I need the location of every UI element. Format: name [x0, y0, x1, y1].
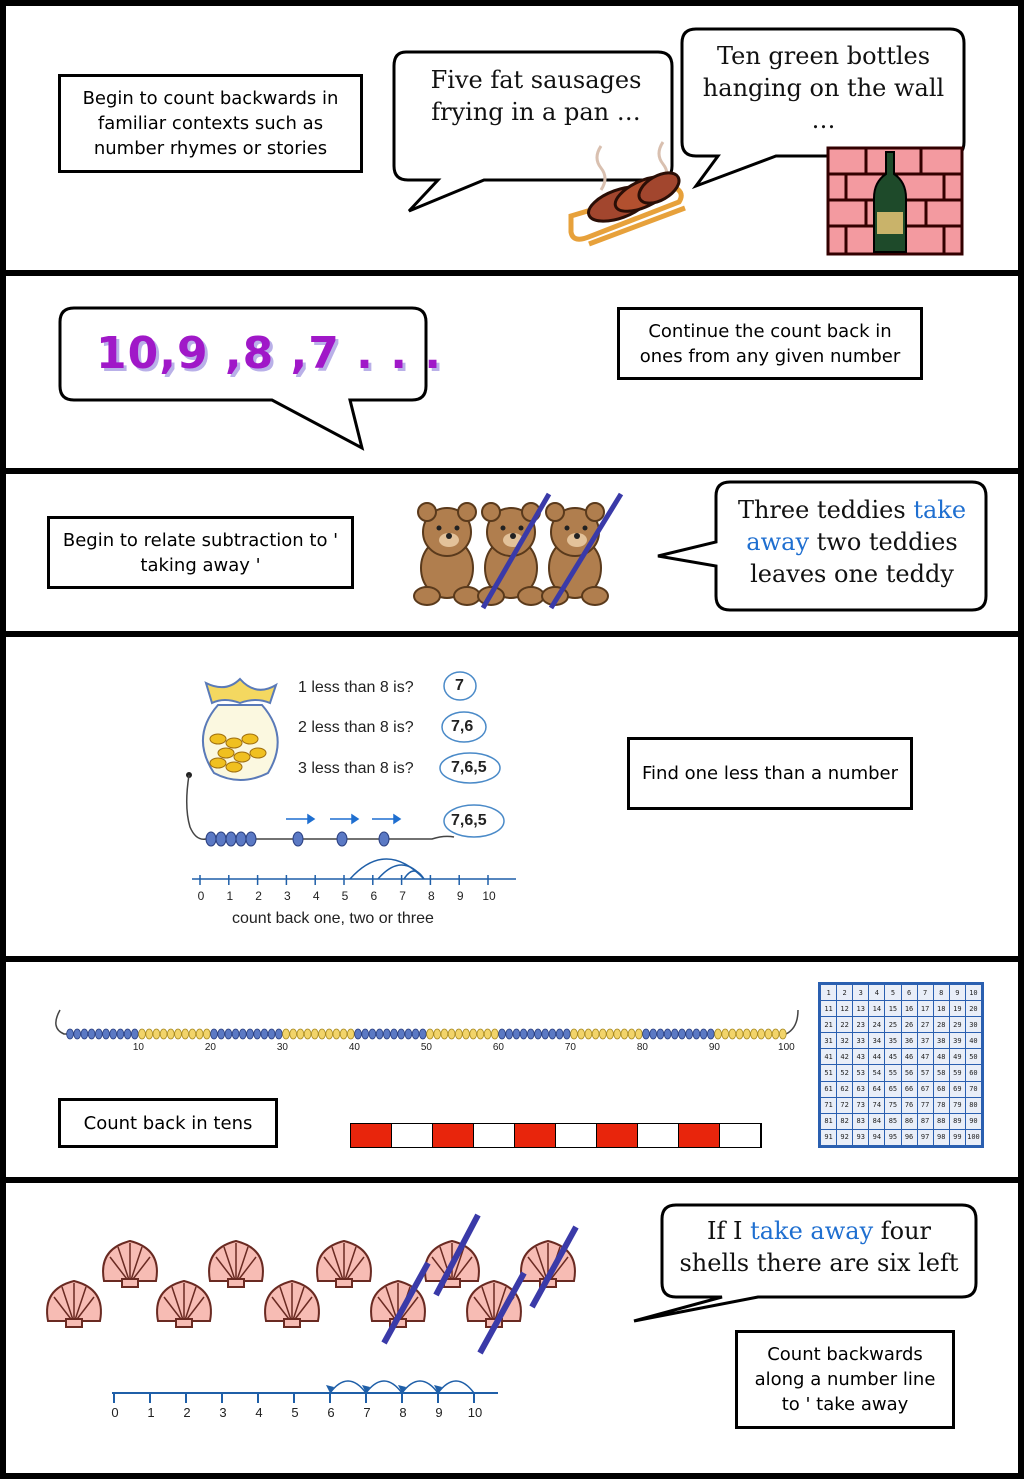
tick-label: 0 — [111, 1405, 119, 1420]
hundred-square-cell: 5 — [885, 985, 900, 1000]
tick-label: 8 — [399, 1405, 407, 1420]
bead — [311, 1029, 318, 1039]
hundred-square-cell: 12 — [837, 1001, 852, 1016]
bead — [571, 1029, 578, 1039]
hundred-square-cell: 44 — [869, 1049, 884, 1064]
sausages-pan-illustration — [561, 136, 696, 266]
bead — [326, 1029, 333, 1039]
bead — [261, 1029, 268, 1039]
bead — [196, 1029, 203, 1039]
tick-label: 1 — [226, 889, 234, 903]
hundred-square-cell: 59 — [950, 1065, 965, 1080]
hundred-square-cell: 27 — [918, 1017, 933, 1032]
hundred-square-cell: 90 — [966, 1114, 981, 1129]
bead — [506, 1029, 513, 1039]
bead — [671, 1029, 678, 1039]
bubble-shells-pre: If I — [706, 1217, 751, 1245]
track-segment — [515, 1124, 556, 1147]
number-line-caption: count back one, two or three — [232, 910, 434, 927]
tick-label: 10 — [467, 1405, 483, 1420]
hundred-square-cell: 30 — [966, 1017, 981, 1032]
bead-label: 100 — [778, 1042, 795, 1053]
track-segment — [638, 1124, 679, 1147]
bead — [304, 1029, 311, 1039]
hundred-square-cell: 81 — [821, 1114, 836, 1129]
bead — [758, 1029, 765, 1039]
panel-count-back-ones — [6, 276, 1018, 468]
question-row-2: 2 less than 8 is? — [298, 719, 414, 736]
tick-label: 3 — [219, 1405, 227, 1420]
panel-count-backwards-rhymes — [6, 6, 1018, 270]
bead — [139, 1029, 146, 1039]
bead — [607, 1029, 614, 1039]
hundred-square-cell: 60 — [966, 1065, 981, 1080]
hundred-square-cell: 47 — [918, 1049, 933, 1064]
brick-wall-bottle-illustration — [826, 146, 966, 258]
bead — [657, 1029, 664, 1039]
hundred-square-cell: 54 — [869, 1065, 884, 1080]
hundred-square-cell: 23 — [853, 1017, 868, 1032]
bead — [340, 1029, 347, 1039]
hundred-square-cell: 99 — [950, 1130, 965, 1145]
track-segment — [556, 1124, 597, 1147]
hundred-square-cell: 55 — [885, 1065, 900, 1080]
hundred-square-cell: 82 — [837, 1114, 852, 1129]
hundred-square-cell: 57 — [918, 1065, 933, 1080]
hundred-square-cell: 66 — [902, 1082, 917, 1097]
hundred-square-cell: 49 — [950, 1049, 965, 1064]
hundred-square-cell: 86 — [902, 1114, 917, 1129]
bead — [117, 1029, 124, 1039]
hundred-square-cell: 15 — [885, 1001, 900, 1016]
hundred-square-cell: 92 — [837, 1130, 852, 1145]
hundred-square-cell: 41 — [821, 1049, 836, 1064]
panel-take-away-shells — [6, 1183, 1018, 1473]
bead — [355, 1029, 362, 1039]
bead — [189, 1029, 196, 1039]
hundred-square-cell: 93 — [853, 1130, 868, 1145]
bubble-teddies-post: two teddies leaves one teddy — [750, 528, 958, 588]
bead — [491, 1029, 498, 1039]
hundred-square-cell: 78 — [934, 1098, 949, 1113]
tick-label: 0 — [197, 889, 205, 903]
bead — [254, 1029, 261, 1039]
hundred-square-cell: 11 — [821, 1001, 836, 1016]
bead — [131, 1029, 138, 1039]
hundred-square-cell: 84 — [869, 1114, 884, 1129]
tick-label: 2 — [255, 889, 262, 903]
hundred-square-cell: 62 — [837, 1082, 852, 1097]
hundred-square-cell: 35 — [885, 1033, 900, 1048]
hundred-square-cell: 29 — [950, 1017, 965, 1032]
bead — [160, 1029, 167, 1039]
tick-label: 6 — [327, 1405, 335, 1420]
bead — [95, 1029, 102, 1039]
bead — [470, 1029, 477, 1039]
bead — [110, 1029, 117, 1039]
hundred-square-cell: 75 — [885, 1098, 900, 1113]
track-segment — [679, 1124, 720, 1147]
bead-label: 90 — [708, 1042, 720, 1053]
hundred-square-cell: 58 — [934, 1065, 949, 1080]
hundred-square-cell: 34 — [869, 1033, 884, 1048]
hundred-square-cell: 52 — [837, 1065, 852, 1080]
hundred-square-cell: 50 — [966, 1049, 981, 1064]
tick-label: 9 — [456, 889, 464, 903]
hundred-square-cell: 53 — [853, 1065, 868, 1080]
bead — [772, 1029, 779, 1039]
hundred-square-cell: 43 — [853, 1049, 868, 1064]
count-sequence-text: 10,9 ,8 ,7 . . . — [96, 328, 442, 379]
tick-label: 9 — [435, 1405, 443, 1420]
bead — [751, 1029, 758, 1039]
bead — [499, 1029, 506, 1039]
bead — [628, 1029, 635, 1039]
bubble-shells-take-away: take away — [750, 1217, 874, 1245]
tick-label: 8 — [428, 889, 435, 903]
tick-label: 5 — [341, 889, 349, 903]
hundred-square-cell: 91 — [821, 1130, 836, 1145]
bead — [448, 1029, 455, 1039]
bead — [405, 1029, 412, 1039]
tick-label: 10 — [482, 889, 496, 903]
hundred-square-cell: 25 — [885, 1017, 900, 1032]
bead — [391, 1029, 398, 1039]
hundred-square-cell: 14 — [869, 1001, 884, 1016]
bead — [729, 1029, 736, 1039]
bead — [592, 1029, 599, 1039]
bead — [715, 1029, 722, 1039]
bead — [239, 1029, 246, 1039]
bead — [621, 1029, 628, 1039]
hundred-square-cell: 51 — [821, 1065, 836, 1080]
bubble-shells-post: four shells there are six left — [679, 1217, 959, 1277]
bead — [736, 1029, 743, 1039]
hundred-square-cell: 1 — [821, 985, 836, 1000]
bead — [549, 1029, 556, 1039]
bead — [218, 1029, 225, 1039]
bead — [434, 1029, 441, 1039]
bead — [146, 1029, 153, 1039]
number-line-panel4 — [186, 837, 526, 907]
bead — [700, 1029, 707, 1039]
hundred-square-cell: 39 — [950, 1033, 965, 1048]
bead — [398, 1029, 405, 1039]
hundred-square-cell: 56 — [902, 1065, 917, 1080]
hundred-square-cell: 10 — [966, 985, 981, 1000]
bead — [563, 1029, 570, 1039]
bead-label: 10 — [132, 1042, 144, 1053]
track-segment — [597, 1124, 638, 1147]
bead-string — [182, 767, 462, 847]
bead — [124, 1029, 131, 1039]
hundred-square-cell: 80 — [966, 1098, 981, 1113]
bead — [211, 1029, 218, 1039]
track-segment — [433, 1124, 474, 1147]
hundred-square-cell: 31 — [821, 1033, 836, 1048]
hundred-square-cell: 33 — [853, 1033, 868, 1048]
bead — [225, 1029, 232, 1039]
track-segment — [392, 1124, 433, 1147]
bead — [88, 1029, 95, 1039]
hundred-square-cell: 71 — [821, 1098, 836, 1113]
bead — [477, 1029, 484, 1039]
hundred-square-cell: 3 — [853, 985, 868, 1000]
bead — [650, 1029, 657, 1039]
tick-label: 6 — [370, 889, 378, 903]
objective-box-taking-away: Begin to relate subtraction to ' taking away ' — [47, 516, 354, 589]
bead — [585, 1029, 592, 1039]
hundred-square-cell: 98 — [934, 1130, 949, 1145]
bead-label: 30 — [276, 1042, 288, 1053]
bead — [268, 1029, 275, 1039]
tick-label: 4 — [312, 889, 320, 903]
hundred-square-cell: 40 — [966, 1033, 981, 1048]
hundred-square-cell: 42 — [837, 1049, 852, 1064]
bead — [535, 1029, 542, 1039]
bead-label: 40 — [348, 1042, 360, 1053]
bead — [167, 1029, 174, 1039]
bead — [520, 1029, 527, 1039]
bead — [765, 1029, 772, 1039]
bead — [686, 1029, 693, 1039]
bead — [664, 1029, 671, 1039]
bead — [412, 1029, 419, 1039]
bead — [427, 1029, 434, 1039]
hundred-square-cell: 67 — [918, 1082, 933, 1097]
bead — [153, 1029, 160, 1039]
hundred-square-cell: 63 — [853, 1082, 868, 1097]
bead — [297, 1029, 304, 1039]
bead-label: 50 — [420, 1042, 432, 1053]
bead — [283, 1029, 290, 1039]
bead — [182, 1029, 189, 1039]
hundred-square-cell: 48 — [934, 1049, 949, 1064]
bead — [290, 1029, 297, 1039]
bead — [635, 1029, 642, 1039]
hundred-square-cell: 20 — [966, 1001, 981, 1016]
bead-string-100 — [46, 1002, 806, 1062]
hundred-square-cell: 74 — [869, 1098, 884, 1113]
hundred-square-cell: 68 — [934, 1082, 949, 1097]
bead — [67, 1029, 74, 1039]
bead — [743, 1029, 750, 1039]
tick-label: 7 — [399, 889, 406, 903]
bead — [203, 1029, 210, 1039]
hundred-square-cell: 26 — [902, 1017, 917, 1032]
tick-label: 3 — [284, 889, 291, 903]
tick-label: 4 — [255, 1405, 263, 1420]
bubble-text-sausages: Five fat sausages frying in a pan … — [430, 66, 642, 126]
objective-box-tens: Count back in tens — [58, 1098, 278, 1148]
hundred-square-cell: 73 — [853, 1098, 868, 1113]
bead — [319, 1029, 326, 1039]
hundred-square-cell: 28 — [934, 1017, 949, 1032]
objective-box-number-line: Count backwards along a number line to ' take away — [735, 1330, 955, 1429]
hundred-square-cell: 96 — [902, 1130, 917, 1145]
hundred-square-cell: 6 — [902, 985, 917, 1000]
bubble-teddies-take-away: take away — [746, 496, 967, 556]
bead-label: 20 — [204, 1042, 216, 1053]
panel-taking-away — [6, 474, 1018, 631]
hundred-square-cell: 85 — [885, 1114, 900, 1129]
bead — [556, 1029, 563, 1039]
bead — [175, 1029, 182, 1039]
hundred-square-cell: 87 — [918, 1114, 933, 1129]
bead — [463, 1029, 470, 1039]
tick-label: 7 — [363, 1405, 371, 1420]
bead — [362, 1029, 369, 1039]
track-segment — [351, 1124, 392, 1147]
bead — [484, 1029, 491, 1039]
hundred-square-cell: 2 — [837, 985, 852, 1000]
hundred-square-cell: 18 — [934, 1001, 949, 1016]
bead — [707, 1029, 714, 1039]
bead — [614, 1029, 621, 1039]
hundred-square-cell: 38 — [934, 1033, 949, 1048]
hundred-square-cell: 19 — [950, 1001, 965, 1016]
hundred-square-cell: 79 — [950, 1098, 965, 1113]
hundred-square-cell: 37 — [918, 1033, 933, 1048]
hundred-square-cell: 65 — [885, 1082, 900, 1097]
tick-label: 2 — [183, 1405, 191, 1420]
hundred-square-cell: 22 — [837, 1017, 852, 1032]
bead — [81, 1029, 88, 1039]
hundred-square-cell: 88 — [934, 1114, 949, 1129]
hundred-square-cell: 77 — [918, 1098, 933, 1113]
hundred-square — [818, 982, 984, 1148]
tick-label: 5 — [291, 1405, 299, 1420]
objective-box-rhymes: Begin to count backwards in familiar contexts such as number rhymes or stories — [58, 74, 363, 173]
hundred-square-cell: 95 — [885, 1130, 900, 1145]
bead — [599, 1029, 606, 1039]
bead — [369, 1029, 376, 1039]
bead — [441, 1029, 448, 1039]
bead — [679, 1029, 686, 1039]
hundred-square-cell: 46 — [902, 1049, 917, 1064]
bubble-text-shells — [678, 1215, 960, 1279]
hundred-square-cell: 16 — [902, 1001, 917, 1016]
bead — [103, 1029, 110, 1039]
hundred-square-cell: 89 — [950, 1114, 965, 1129]
hundred-square-cell: 17 — [918, 1001, 933, 1016]
hundred-square-cell: 32 — [837, 1033, 852, 1048]
hundred-square-cell: 61 — [821, 1082, 836, 1097]
bead — [578, 1029, 585, 1039]
hundred-square-cell: 9 — [950, 985, 965, 1000]
hundred-square-cell: 97 — [918, 1130, 933, 1145]
track-segment — [720, 1124, 761, 1147]
bead — [74, 1029, 81, 1039]
bead — [455, 1029, 462, 1039]
hundred-square-cell: 4 — [869, 985, 884, 1000]
bead — [643, 1029, 650, 1039]
hundred-square-cell: 24 — [869, 1017, 884, 1032]
bead — [275, 1029, 282, 1039]
bead-label: 60 — [492, 1042, 504, 1053]
hundred-square-cell: 83 — [853, 1114, 868, 1129]
bead — [419, 1029, 426, 1039]
bead — [333, 1029, 340, 1039]
hundred-square-cell: 94 — [869, 1130, 884, 1145]
bead — [722, 1029, 729, 1039]
question-row-3: 3 less than 8 is? — [298, 760, 414, 777]
objective-box-one-less: Find one less than a number — [627, 737, 913, 810]
hundred-square-cell: 8 — [934, 985, 949, 1000]
bead — [513, 1029, 520, 1039]
tick-label: 1 — [147, 1405, 155, 1420]
bubble-text-teddies — [734, 494, 970, 590]
bead — [347, 1029, 354, 1039]
bubble-text-bottles: Ten green bottles hanging on the wall … — [702, 42, 945, 134]
panel-count-tens — [6, 962, 1018, 1177]
bead — [376, 1029, 383, 1039]
hundred-square-cell: 69 — [950, 1082, 965, 1097]
track-segment — [474, 1124, 515, 1147]
hundred-square-cell: 100 — [966, 1130, 981, 1145]
bead — [232, 1029, 239, 1039]
bead — [693, 1029, 700, 1039]
objective-box-ones: Continue the count back in ones from any given number — [617, 307, 923, 380]
hundred-square-cell: 36 — [902, 1033, 917, 1048]
hundred-square-cell: 45 — [885, 1049, 900, 1064]
answer-row-1: 7 — [455, 677, 464, 694]
panel-one-less — [6, 637, 1018, 956]
bead — [527, 1029, 534, 1039]
hundred-square-cell: 70 — [966, 1082, 981, 1097]
bead-answer: 7,6,5 — [451, 812, 487, 829]
hundred-square-cell: 64 — [869, 1082, 884, 1097]
hundred-square-cell: 72 — [837, 1098, 852, 1113]
bead — [779, 1029, 786, 1039]
hundred-square-cell: 21 — [821, 1017, 836, 1032]
question-row-1: 1 less than 8 is? — [298, 679, 414, 696]
hundred-square-cell: 7 — [918, 985, 933, 1000]
bead — [383, 1029, 390, 1039]
bead — [542, 1029, 549, 1039]
hundred-square-cell: 76 — [902, 1098, 917, 1113]
tens-track — [350, 1123, 762, 1148]
bead-label: 80 — [636, 1042, 648, 1053]
bubble-teddies-pre: Three teddies — [737, 496, 914, 524]
answer-row-2: 7,6 — [451, 718, 474, 735]
bead-label: 70 — [564, 1042, 576, 1053]
hundred-square-cell: 13 — [853, 1001, 868, 1016]
bead — [247, 1029, 254, 1039]
answer-row-3: 7,6,5 — [451, 759, 487, 776]
